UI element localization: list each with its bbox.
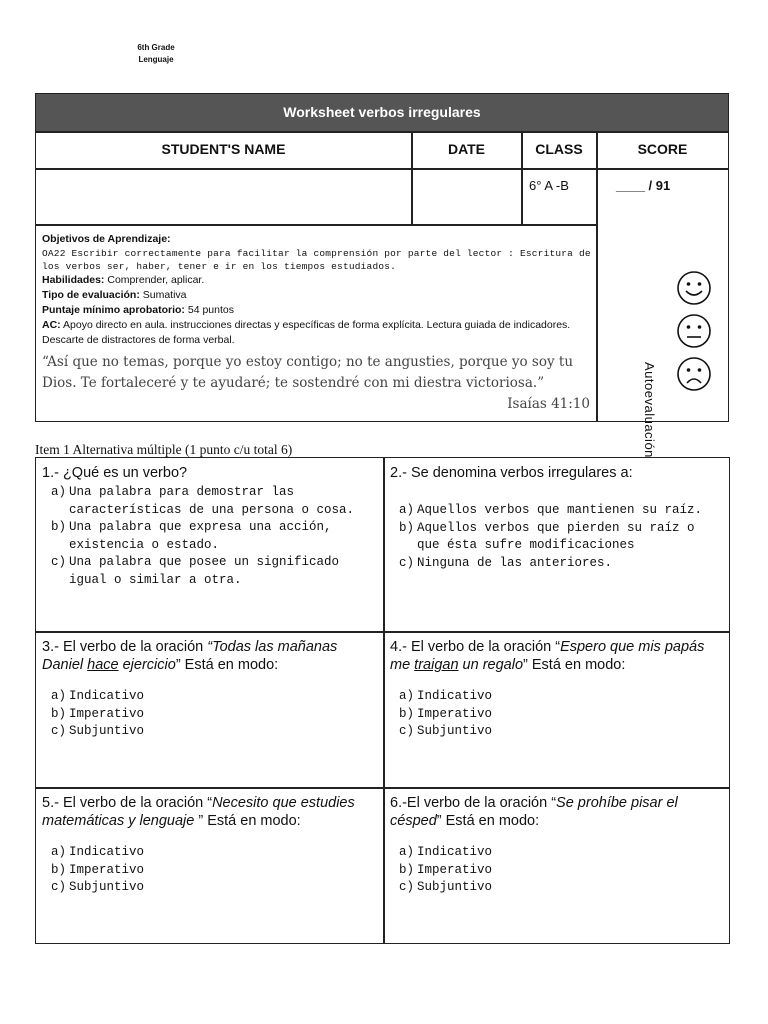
grade-label: 6th Grade: [137, 43, 175, 52]
question-4-title: 4.- El verbo de la oración “Espero que mis papás me traigan un regalo” Está en modo:: [390, 639, 705, 673]
class-value: 6° A -B: [529, 178, 569, 193]
column-score: SCORE: [637, 141, 688, 157]
q4-option-c[interactable]: c) Subjuntivo: [398, 724, 493, 738]
happy-face-icon[interactable]: [676, 270, 712, 306]
question-1: [36, 458, 383, 631]
q1-option-c[interactable]: c) Una palabra que posee un significado igual o similar a otra.: [50, 555, 340, 587]
q2-option-a[interactable]: a) Aquellos verbos que mantienen su raíz.: [398, 503, 703, 517]
question-6: [384, 788, 729, 943]
score-total: / 91: [648, 178, 671, 193]
date-field[interactable]: [417, 176, 517, 216]
q1-option-b[interactable]: b) Una palabra que expresa una acción, existencia o estado.: [50, 520, 332, 552]
q3-verb: hace: [87, 657, 119, 673]
grade-note: [128, 42, 184, 66]
q5-option-b[interactable]: b) Imperativo: [50, 862, 145, 877]
objectives-label: Objetivos de Aprendizaje:: [42, 233, 171, 245]
q4-option-b[interactable]: b) Imperativo: [398, 706, 493, 721]
bible-quote: “Así que no temas, porque yo estoy contigo; no te angusties, porque yo soy tu Dios. Te fortaleceré y te ayudaré; te sostendré con mi diestra victoriosa.”: [42, 354, 574, 391]
q5-option-c[interactable]: c) Subjuntivo: [50, 880, 145, 894]
subject-label: Lenguaje: [138, 55, 174, 64]
question-5-title: 5.- El verbo de la oración “Necesito que estudies matemáticas y lenguaje ” Está en modo:: [42, 795, 355, 829]
q6-option-c[interactable]: c) Subjuntivo: [398, 880, 493, 894]
score-blank[interactable]: ____: [616, 178, 645, 193]
question-5: [36, 788, 383, 943]
q4-verb: traigan: [414, 657, 459, 673]
evaluation-type-value: Sumativa: [142, 289, 187, 301]
worksheet-title: Worksheet verbos irregulares: [36, 94, 728, 131]
score-value: [616, 178, 670, 193]
question-2-title: 2.- Se denomina verbos irregulares a:: [390, 465, 633, 481]
student-name-field[interactable]: [42, 176, 406, 216]
q4-option-a[interactable]: a) Indicativo: [398, 689, 493, 703]
self-evaluation-label: Autoevaluación: [642, 362, 657, 458]
column-date: DATE: [447, 141, 486, 157]
question-4: [384, 632, 729, 787]
skills-value: Comprender, aplicar.: [107, 274, 205, 286]
sad-face-icon[interactable]: [676, 356, 712, 392]
objectives-block: [42, 232, 598, 415]
evaluation-type-label: Tipo de evaluación:: [42, 289, 140, 301]
ac-label: AC:: [42, 319, 61, 331]
min-score-value: 54 puntos: [187, 304, 234, 316]
question-3: [36, 632, 383, 787]
q2-option-c[interactable]: c) Ninguna de las anteriores.: [398, 555, 613, 570]
q2-option-b[interactable]: b) Aquellos verbos que pierden su raíz o que ésta sufre modificaciones: [398, 520, 695, 552]
column-student-name: STUDENT'S NAME: [161, 141, 286, 157]
q3-option-c[interactable]: c) Subjuntivo: [50, 724, 145, 738]
question-3-title: 3.- El verbo de la oración “Todas las mañanas Daniel hace ejercicio” Está en modo:: [42, 639, 338, 673]
questions-grid: [35, 457, 730, 944]
q5-option-a[interactable]: a) Indicativo: [50, 845, 145, 859]
bible-citation: Isaías 41:10: [507, 396, 590, 412]
column-class: CLASS: [535, 141, 583, 157]
question-2: [384, 458, 729, 631]
min-score-label: Puntaje mínimo aprobatorio:: [42, 304, 185, 316]
q6-option-b[interactable]: b) Imperativo: [398, 862, 493, 877]
ac-value: Apoyo directo en aula. instrucciones directas y específicas de forma explícita. Lectura guiada de indicadores. Descarte de distractores de forma verbal.: [42, 319, 571, 346]
q6-option-a[interactable]: a) Indicativo: [398, 845, 493, 859]
question-6-title: 6.-El verbo de la oración “Se prohíbe pisar el césped” Está en modo:: [390, 795, 678, 829]
skills-label: Habilidades:: [42, 274, 105, 286]
objectives-oa-text: OA22 Escribir correctamente para facilitar la comprensión por parte del lector : Escritura de los verbos ser, haber, tener e ir en los tiempos estudiados.: [42, 248, 591, 272]
question-1-title: 1.- ¿Qué es un verbo?: [42, 465, 188, 481]
q3-option-b[interactable]: b) Imperativo: [50, 706, 145, 721]
q3-option-a[interactable]: a) Indicativo: [50, 689, 145, 703]
neutral-face-icon[interactable]: [676, 313, 712, 349]
item1-label: Item 1 Alternativa múltiple (1 punto c/u total 6): [35, 442, 293, 457]
q1-option-a[interactable]: a) Una palabra para demostrar las características de una persona o cosa.: [50, 485, 355, 517]
